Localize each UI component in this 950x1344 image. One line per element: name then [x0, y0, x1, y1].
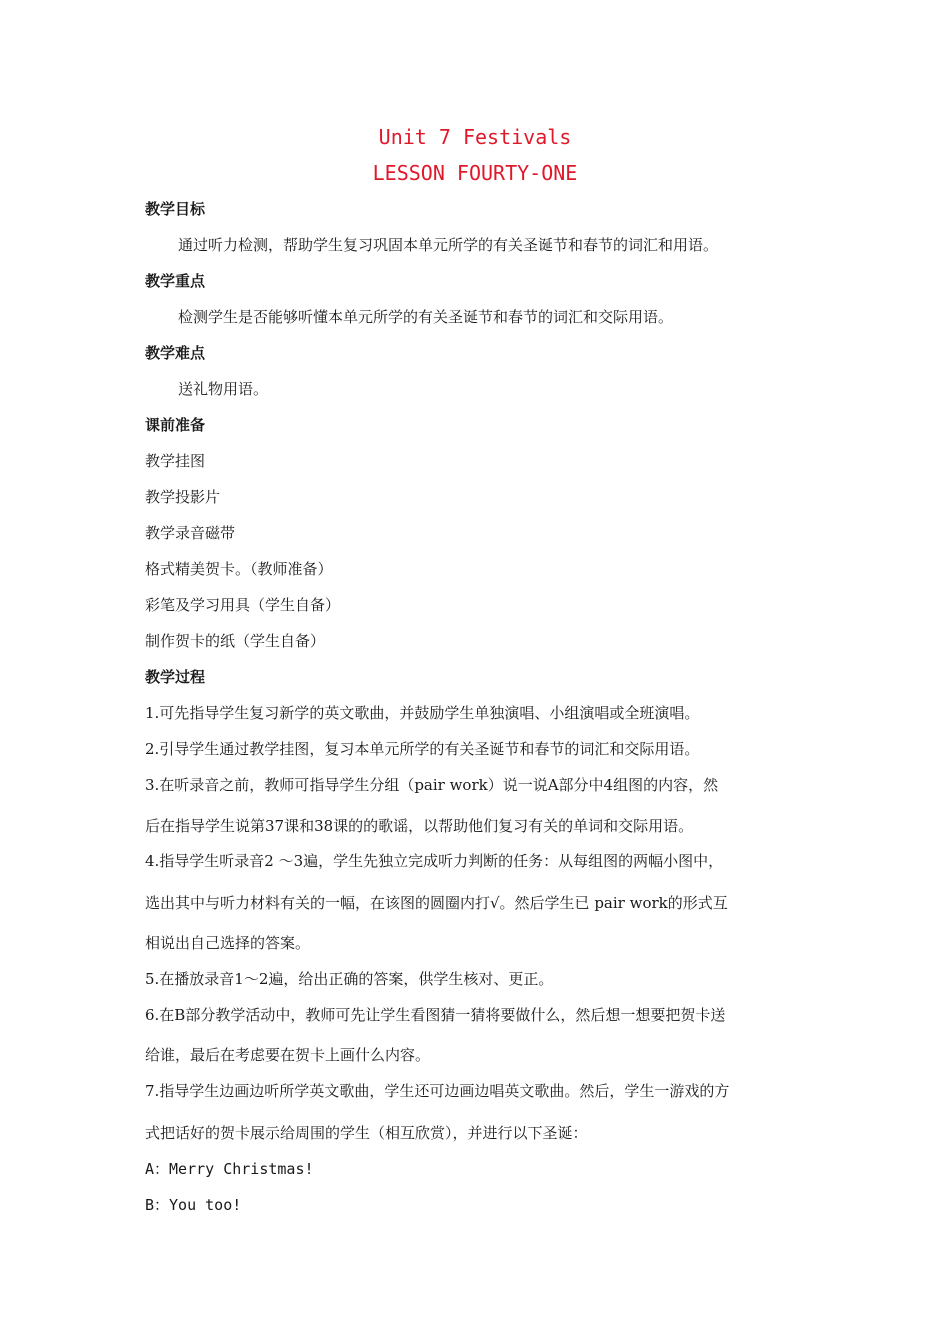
goals-text: 通过听力检测，帮助学生复习巩固本单元所学的有关圣诞节和春节的词汇和用语。 [178, 236, 719, 254]
process-line: 4.指导学生听录音2 ～3遍，学生先独立完成听力判断的任务：从每组图的两幅小图中， [145, 852, 724, 870]
prep-item: 教学投影片 [145, 488, 221, 506]
prep-item: 教学挂图 [145, 452, 206, 470]
prep-item: 教学录音磁带 [145, 524, 236, 542]
prep-item: 制作贺卡的纸（学生自备） [145, 632, 326, 650]
prep-item: 格式精美贺卡。（教师准备） [145, 560, 333, 578]
lesson-title: LESSON FOURTY-ONE [372, 161, 578, 185]
process-line: 3.在听录音之前，教师可指导学生分组（pair work）说一说A部分中4组图的内容，然 [145, 776, 719, 794]
section-heading-difficulty: 教学难点 [145, 344, 206, 362]
process-line: 5.在播放录音1～2遍，给出正确的答案，供学生核对、更正。 [145, 970, 554, 988]
section-heading-goals: 教学目标 [145, 200, 206, 218]
section-heading-focus: 教学重点 [145, 272, 206, 290]
process-line: 6.在B部分教学活动中，教师可先让学生看图猜一猜将要做什么，然后想一想要把贺卡送 [145, 1006, 726, 1024]
difficulty-text: 送礼物用语。 [178, 380, 269, 398]
process-line: 2.引导学生通过教学挂图，复习本单元所学的有关圣诞节和春节的词汇和交际用语。 [145, 740, 700, 758]
process-line: 式把话好的贺卡展示给周围的学生（相互欣赏），并进行以下圣诞： [145, 1124, 588, 1142]
process-line: 相说出自己选择的答案。 [145, 934, 311, 952]
dialogue-line-b: B：You too! [145, 1196, 242, 1214]
process-line: 选出其中与听力材料有关的一幅，在该图的圆圈内打√。然后学生已 pair work的形式互 [145, 894, 728, 912]
section-heading-process: 教学过程 [145, 668, 206, 686]
process-line: 1.可先指导学生复习新学的英文歌曲，并鼓励学生单独演唱、小组演唱或全班演唱。 [145, 704, 700, 722]
prep-item: 彩笔及学习用具（学生自备） [145, 596, 341, 614]
focus-text: 检测学生是否能够听懂本单元所学的有关圣诞节和春节的词汇和交际用语。 [178, 308, 674, 326]
unit-title: Unit 7 Festivals [378, 125, 572, 149]
section-heading-prep: 课前准备 [145, 416, 206, 434]
process-line: 后在指导学生说第37课和38课的的歌谣，以帮助他们复习有关的单词和交际用语。 [145, 817, 694, 835]
process-line: 7.指导学生边画边听所学英文歌曲，学生还可边画边唱英文歌曲。然后，学生一游戏的方 [145, 1082, 730, 1100]
process-line: 给谁，最后在考虑要在贺卡上画什么内容。 [145, 1046, 431, 1064]
dialogue-line-a: A：Merry Christmas! [145, 1160, 314, 1178]
